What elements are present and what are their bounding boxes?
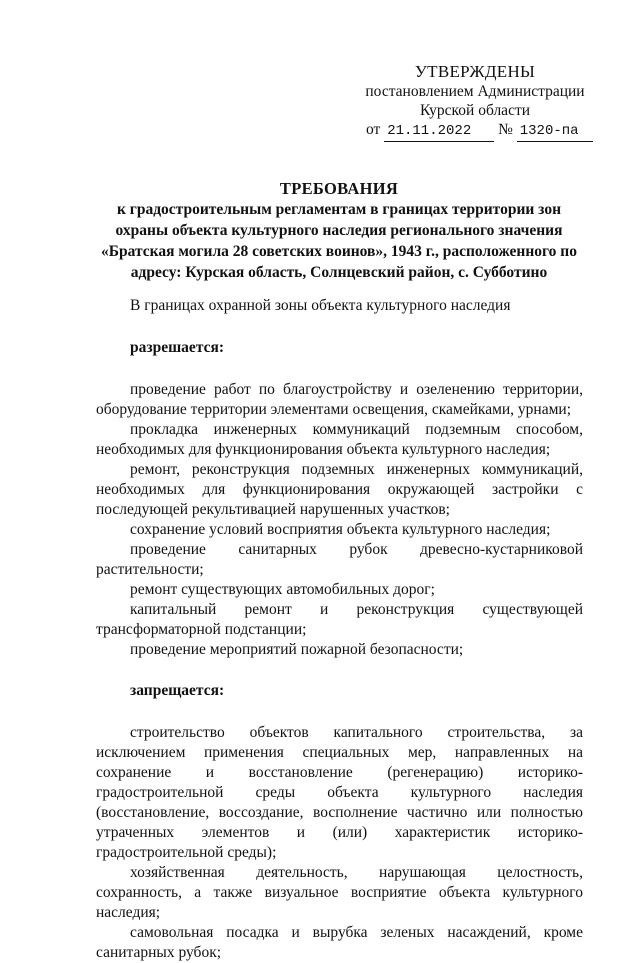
allowed-item: ремонт, реконструкция подземных инженерных коммуникаций, необходимых для функционирования окружающей застройки с последующей рекультивацией нарушенных участков; xyxy=(96,461,583,518)
approval-line-1: постановлением Администрации xyxy=(365,83,585,100)
title-main: ТРЕБОВАНИЯ xyxy=(279,179,399,198)
document-title xyxy=(94,178,584,283)
approval-line-2: Курской области xyxy=(419,102,531,119)
allowed-heading: разрешается: xyxy=(130,339,225,356)
allowed-item: проведение санитарных рубок древесно-кустарниковой растительности; xyxy=(96,541,583,578)
prohibited-heading: запрещается: xyxy=(130,682,225,699)
allowed-item: прокладка инженерных коммуникаций подземным способом, необходимых для функционирования объекта культурного наследия; xyxy=(96,421,583,458)
allowed-item: проведение работ по благоустройству и озеленению территории, оборудование территории элементами освещения, скамейками, урнами; xyxy=(96,381,583,418)
number-prefix: № xyxy=(498,121,513,138)
allowed-item: сохранение условий восприятия объекта культурного наследия; xyxy=(130,521,551,538)
approval-heading: УТВЕРЖДЕНЫ xyxy=(414,62,536,81)
approval-date-line xyxy=(366,120,590,142)
approval-date: 21.11.2022 xyxy=(384,122,494,142)
title-subtitle: к градостроительным регламентам в границах территории зон охраны объекта культурного наследия регионального значения «Братская могила 28 советских воинов», 1943 г., расположенного по адресу: Курская область, Солнцевский район, с. Субботино xyxy=(101,201,577,281)
approval-number: 1320-па xyxy=(517,122,593,142)
intro-paragraph: В границах охранной зоны объекта культурного наследия xyxy=(130,297,511,314)
approval-block xyxy=(360,62,590,142)
date-prefix: от xyxy=(366,121,381,138)
prohibited-item: хозяйственная деятельность, нарушающая целостность, сохранность, а также визуальное восприятие объекта культурного наследия; xyxy=(96,864,583,921)
allowed-item: ремонт существующих автомобильных дорог; xyxy=(130,581,435,598)
section-gap xyxy=(96,660,583,681)
allowed-item: капитальный ремонт и реконструкция существующей трансформаторной подстанции; xyxy=(96,601,583,638)
document-body xyxy=(96,296,583,963)
prohibited-item: самовольная посадка и вырубка зеленых насаждений, кроме санитарных рубок; xyxy=(96,924,583,961)
prohibited-item: строительство объектов капитального строительства, за исключением применения специальных мер, направленных на сохранение и восстановление (регенерацию) историко-градостроительной среды объекта культурного наследия (восстановление, воссоздание, восполнение частично или полностью утраченных элементов и (или) характеристик историко-градостроительной среды); xyxy=(96,724,583,861)
allowed-item: проведение мероприятий пожарной безопасности; xyxy=(130,641,464,658)
